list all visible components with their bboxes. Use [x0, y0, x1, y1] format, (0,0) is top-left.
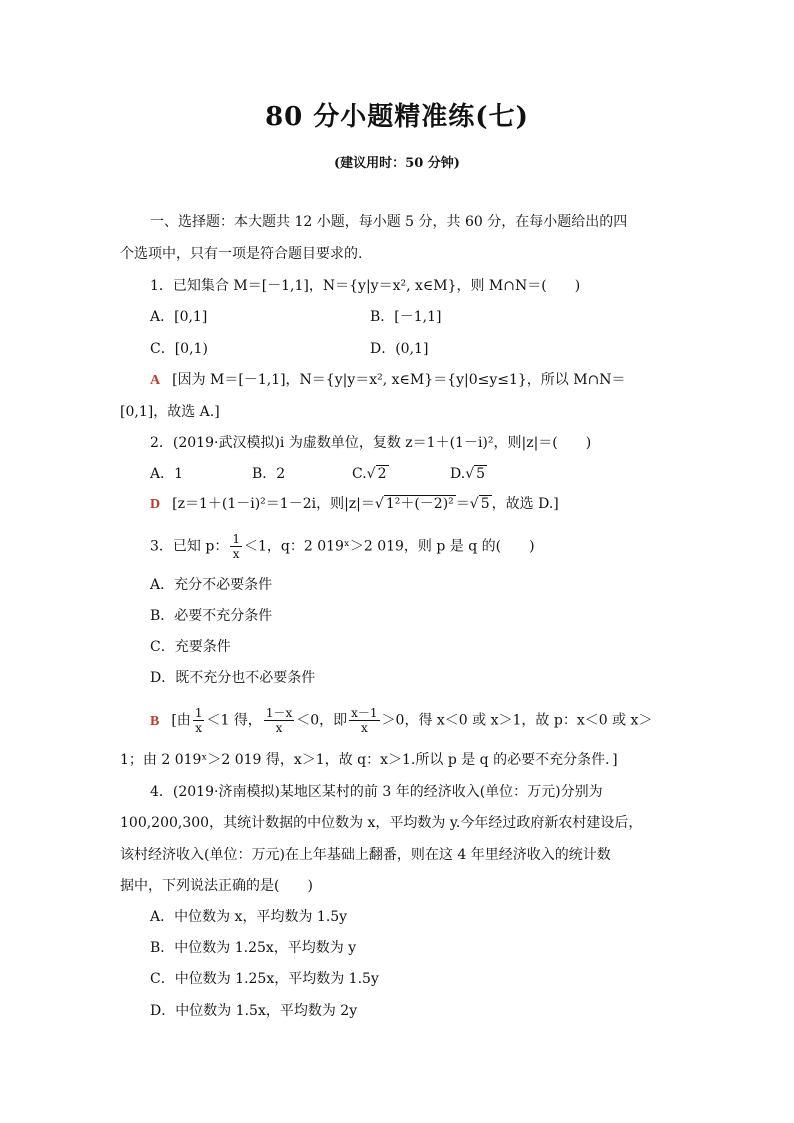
- q3-answer-fraction-2: $\frac{1-x}{x}$: [265, 706, 293, 735]
- q1-answer-letter: A: [150, 373, 161, 388]
- q4-stem-line4: 据中，下列说法正确的是( ): [120, 878, 313, 894]
- q3-option-d: D．既不充分也不必要条件: [150, 670, 316, 686]
- q4-option-c: C．中位数为 1.25x，平均数为 1.5y: [150, 971, 379, 987]
- q1-option-a: A．[0,1]: [150, 309, 208, 325]
- q2-option-d-radicand: 5: [476, 466, 486, 482]
- q3-answer-line1: B [由 $\frac{1}{x}$ ＜1 得， $\frac{1-x}{x}$ ＜0，即 $\frac{x-1}{x}$ ＞0，得 x＜0 或 x＞1，故 p：x＜0 或 x＞: [150, 706, 653, 735]
- q3-answer-fraction-1: $\frac{1}{x}$: [194, 706, 203, 735]
- q3-answer-letter: B: [150, 713, 160, 729]
- q2-answer: D [z＝1＋(1－i)²＝1－2i，则|z|＝√ 1²＋(－2)² ＝√ 5 ，故选 D.]: [150, 496, 559, 512]
- q3-option-a: A．充分不必要条件: [150, 577, 273, 593]
- q1-option-d: D．(0,1]: [370, 341, 429, 357]
- q3-option-b: B．必要不充分条件: [150, 608, 273, 624]
- q1-answer-line1: [150, 370, 675, 391]
- q1-option-c: C．[0,1): [150, 341, 208, 357]
- section-intro-line2: 个选项中，只有一项是符合题目要求的.: [120, 246, 363, 262]
- q2-option-c: C.√ 2: [352, 466, 387, 482]
- q2-answer-radicand: 1²＋(－2)²: [385, 496, 454, 512]
- q1-answer-line2: [0,1]，故选 A.]: [120, 404, 220, 420]
- q2-option-c-radicand: 2: [377, 466, 387, 482]
- q2-stem: 2．(2019·武汉模拟)i 为虚数单位，复数 z＝1＋(1－i)²，则|z|＝( ): [150, 435, 592, 451]
- q1-answer-text: [因为 M＝[－1,1]，N＝{y|y＝x², x∈M}＝{y|0≤y≤1}，所以 M∩N＝: [172, 372, 626, 388]
- q4-option-d: D．中位数为 1.5x，平均数为 2y: [150, 1003, 358, 1019]
- section-intro-line1: 一、选择题：本大题共 12 小题，每小题 5 分，共 60 分，在每小题给出的四: [150, 214, 628, 230]
- q2-option-a: A．1: [150, 466, 184, 482]
- q4-stem-line1: 4．(2019·济南模拟)某地区某村的前 3 年的经济收入(单位：万元)分别为: [150, 784, 603, 800]
- q3-option-c: C．充要条件: [150, 639, 231, 655]
- q3-answer-line2: 1；由 2 019ˣ＞2 019 得，x＞1，故 q：x＞1.所以 p 是 q 的必要不充分条件．]: [120, 752, 618, 768]
- q1-option-b: B．[－1,1]: [370, 309, 442, 325]
- q2-option-d: D.√ 5: [450, 466, 486, 482]
- q4-option-a: A．中位数为 x，平均数为 1.5y: [150, 909, 348, 925]
- page-subtitle: (建议用时：50 分钟): [334, 156, 460, 171]
- q3-answer-fraction-3: $\frac{x-1}{x}$: [351, 706, 378, 735]
- q4-stem-line2: 100,200,300，其统计数据的中位数为 x，平均数为 y.今年经过政府新农村建设后，: [120, 815, 643, 831]
- q2-answer-letter: D: [150, 497, 161, 512]
- q2-option-b: B．2: [252, 466, 286, 482]
- q2-answer-radicand-2: 5: [480, 496, 490, 512]
- q1-stem: 1．已知集合 M＝[－1,1]，N＝{y|y＝x², x∈M}，则 M∩N＝( ): [150, 278, 581, 294]
- page-title: 80 分小题精准练(七): [265, 102, 529, 132]
- q4-option-b: B．中位数为 1.25x，平均数为 y: [150, 940, 357, 956]
- q3-fraction: $\frac{1}{x}$: [232, 532, 240, 561]
- q4-stem-line3: 该村经济收入(单位：万元)在上年基础上翻番，则在这 4 年里经济收入的统计数: [120, 847, 611, 863]
- q3-stem: 3．已知 p： $\frac{1}{x}$ ＜1，q：2 019ˣ＞2 019，则 p 是 q 的( ): [150, 532, 535, 561]
